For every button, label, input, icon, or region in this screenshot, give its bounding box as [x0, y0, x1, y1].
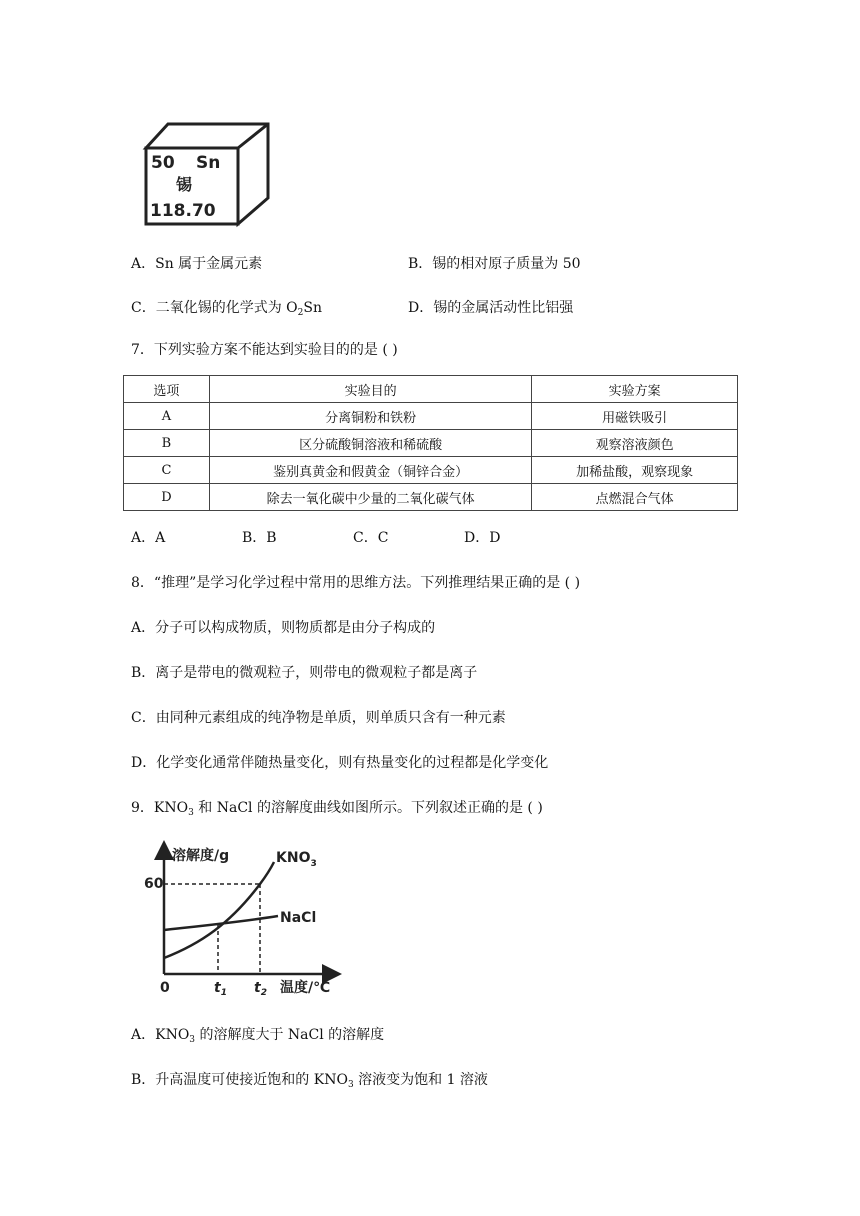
element-symbol: Sn [196, 153, 221, 173]
table-row [124, 484, 738, 511]
y-tick-60: 60 [144, 876, 164, 892]
q9-stem-suffix: 和 NaCl 的溶解度曲线如图所示。下列叙述正确的是 ( ) [193, 800, 543, 816]
q9-option-b-suffix: 溶液变为饱和 1 溶液 [353, 1072, 488, 1088]
q6-option-c-sub: 2 [297, 308, 304, 318]
kno3-label: $KNO_3$ [276, 850, 317, 869]
q9-stem [131, 798, 543, 823]
nacl-curve [164, 916, 278, 930]
q9-stem-sub: 3 [188, 808, 194, 818]
table-cell: B [124, 430, 210, 457]
q8-option-a: A．分子可以构成物质，则物质都是由分子构成的 [131, 620, 436, 636]
q6-option-b: B．锡的相对原子质量为 50 [408, 256, 581, 272]
table-header: 选项 [124, 376, 210, 403]
origin-label: 0 [160, 980, 170, 996]
q8-option-b: B．离子是带电的微观粒子，则带电的微观粒子都是离子 [131, 665, 478, 681]
t1-label: $t_1$ [214, 980, 227, 998]
x-axis-label: 温度/℃ [280, 980, 331, 996]
y-axis-label: 溶解度/g [172, 848, 230, 864]
q6-option-c [131, 298, 322, 323]
atomic-number: 50 [151, 153, 175, 173]
table-row [124, 403, 738, 430]
t2-label: $t_2$ [254, 980, 267, 998]
table-cell: 鉴别真黄金和假黄金（铜锌合金） [209, 457, 531, 484]
table-cell: D [124, 484, 210, 511]
table-cell: C [124, 457, 210, 484]
table-cell: 观察溶液颜色 [532, 430, 738, 457]
q9-option-b-prefix: B．升高温度可使接近饱和的 KNO [131, 1072, 348, 1088]
element-cell-cube [136, 120, 276, 230]
q9-option-b-sub: 3 [347, 1080, 354, 1090]
q7-option-a: A．A [131, 530, 166, 546]
table-cell: 区分硫酸铜溶液和稀硫酸 [209, 430, 531, 457]
table-cell: 加稀盐酸，观察现象 [532, 457, 738, 484]
q7-option-b: B．B [242, 530, 277, 546]
q9-stem-prefix: 9．KNO [131, 800, 189, 816]
q9-option-a-sub: 3 [189, 1035, 196, 1045]
table-row [124, 457, 738, 484]
table-cell: 点燃混合气体 [532, 484, 738, 511]
q7-option-d: D．D [464, 530, 501, 546]
q9-option-b [131, 1070, 488, 1095]
q9-option-a-suffix: 的溶解度大于 NaCl 的溶解度 [195, 1027, 385, 1043]
q6-option-d: D．锡的金属活动性比铝强 [408, 300, 574, 316]
q7-option-c: C．C [353, 530, 389, 546]
table-cell: 除去一氧化碳中少量的二氧化碳气体 [209, 484, 531, 511]
table-header: 实验目的 [209, 376, 531, 403]
q9-option-a [131, 1025, 384, 1050]
kno3-curve [164, 862, 274, 958]
q8-stem: 8．“推理”是学习化学过程中常用的思维方法。下列推理结果正确的是 ( ) [131, 575, 581, 591]
table-row [124, 430, 738, 457]
table-header-row [124, 376, 738, 403]
q8-option-d: D．化学变化通常伴随热量变化，则有热量变化的过程都是化学变化 [131, 755, 549, 771]
q6-option-a: A．Sn 属于金属元素 [131, 256, 263, 272]
atomic-mass: 118.70 [150, 201, 216, 221]
element-name: 锡 [176, 175, 193, 194]
q6-option-c-suffix: Sn [303, 300, 322, 316]
q7-table [123, 375, 738, 511]
table-cell: 用磁铁吸引 [532, 403, 738, 430]
nacl-label: NaCl [280, 910, 317, 926]
q8-option-c: C．由同种元素组成的纯净物是单质，则单质只含有一种元素 [131, 710, 506, 726]
solubility-graph [144, 840, 350, 1000]
table-cell: 分离铜粉和铁粉 [209, 403, 531, 430]
table-header: 实验方案 [532, 376, 738, 403]
q6-option-c-prefix: C．二氧化锡的化学式为 O [131, 300, 298, 316]
q7-stem: 7．下列实验方案不能达到实验目的的是 ( ) [131, 342, 398, 358]
table-cell: A [124, 403, 210, 430]
q9-option-a-prefix: A．KNO [131, 1027, 190, 1043]
